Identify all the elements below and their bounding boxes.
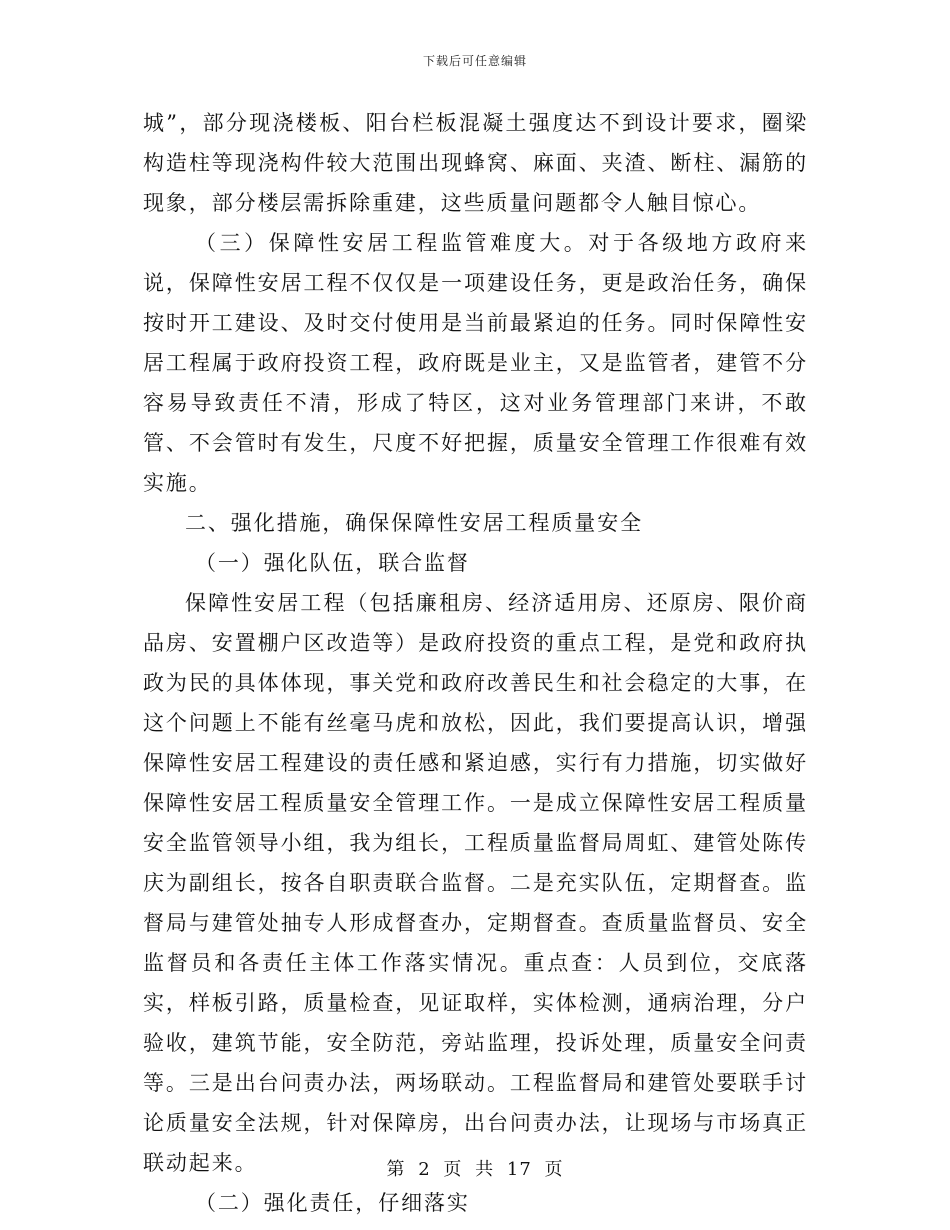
document-body [143, 103, 808, 1223]
paragraph-section-three: （三）保障性安居工程监管难度大。对于各级地方政府来说，保障性安居工程不仅仅是一项建设任务，更是政治任务，确保按时开工建设、及时交付使用是当前最紧迫的任务。同时保障性安居工程属于政府投资工程，政府既是业主，又是监管者，建管不分容易导致责任不清，形成了特区，这对业务管理部门来讲，不敢管、不会管时有发生，尺度不好把握，质量安全管理工作很难有效实施。 [143, 231, 808, 495]
section-heading: 二、强化措施，确保保障性安居工程质量安全 [185, 511, 643, 535]
page-header: 下载后可任意编辑 [422, 54, 527, 68]
paragraph-continuation: 城”，部分现浇楼板、阳台栏板混凝土强度达不到设计要求，圈梁构造柱等现浇构件较大范围出现蜂窝、麻面、夹渣、断柱、漏筋的现象，部分楼层需拆除重建，这些质量问题都令人触目惊心。 [143, 111, 808, 215]
current-page-number: 2 [418, 1159, 431, 1180]
subsection-heading-one: （一）强化队伍，联合监督 [195, 551, 470, 575]
footer-prefix: 第 [386, 1159, 406, 1180]
footer-total-unit: 页 [544, 1159, 564, 1180]
footer-total-prefix: 共 [475, 1159, 495, 1180]
paragraph-body: 保障性安居工程（包括廉租房、经济适用房、还原房、限价商品房、安置棚户区改造等）是政府投资的重点工程，是党和政府执政为民的具体体现，事关党和政府改善民生和社会稳定的大事，在这个问题上不能有丝毫马虎和放松，因此，我们要提高认识，增强保障性安居工程建设的责任感和紧迫感，实行有力措施，切实做好保障性安居工程质量安全管理工作。一是成立保障性安居工程质量安全监管领导小组，我为组长，工程质量监督局周虹、建管处陈传庆为副组长，按各自职责联合监督。二是充实队伍，定期督查。监督局与建管处抽专人形成督查办，定期督查。查质量监督员、安全监督员和各责任主体工作落实情况。重点查：人员到位，交底落实，样板引路，质量检查，见证取样，实体检测，通病治理，分户验收，建筑节能，安全防范，旁站监理，投诉处理，质量安全问责等。三是出台问责办法，两场联动。工程监督局和建管处要联手讨论质量安全法规，针对保障房，出台问责办法，让现场与市场真正联动起来。 [143, 591, 808, 1175]
total-page-count: 17 [506, 1159, 532, 1180]
footer-page-unit: 页 [443, 1159, 463, 1180]
page-footer [0, 1155, 950, 1181]
subsection-heading-two: （二）强化责任，仔细落实 [195, 1191, 470, 1215]
